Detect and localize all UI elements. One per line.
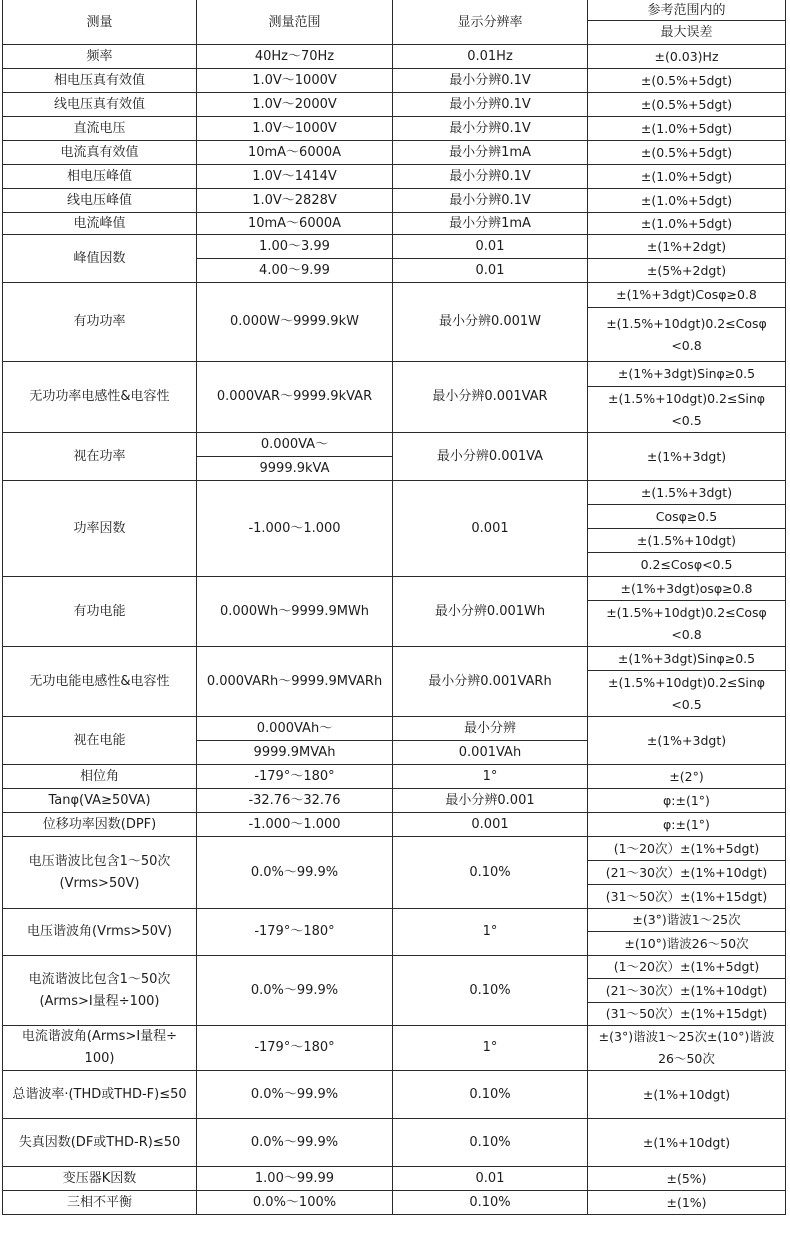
row-accuracy-value: ±(10°)谐波26～50次 [624, 935, 749, 951]
row-accuracy-value: ±(1%+3dgt) [646, 732, 727, 748]
row-measurement-name: 直流电压 [73, 120, 126, 136]
row-range-value: -179°～180° [254, 768, 335, 784]
row-range-value: 4.00～9.99 [259, 262, 330, 278]
row-accuracy-value: ±(1%+3dgt)osφ≥0.8 [620, 580, 753, 596]
row-accuracy-value: φ:±(1°) [663, 792, 710, 808]
row-accuracy-value: (1～20次）±(1%+5dgt) [613, 840, 760, 856]
row-accuracy-value: ±(5%) [666, 1170, 707, 1186]
row-range-value: 0.000VARh～9999.9MVARh [206, 673, 383, 689]
row-resolution-value: 0.001VAh [458, 744, 522, 760]
row-resolution-value: 最小分辨0.001W [438, 314, 542, 329]
row-resolution-value: 最小分辨0.1V [449, 120, 531, 136]
row-range-value: -179°～180° [254, 924, 335, 939]
row-range-value: 1.0V～1000V [252, 72, 337, 88]
row-resolution-value: 最小分辨0.001VA [436, 448, 544, 464]
row-accuracy-value: ±(0.5%+5dgt) [640, 144, 733, 160]
row-range-value: 0.000VAh～ [256, 720, 333, 736]
header-resolution: 显示分辨率 [457, 14, 523, 30]
row-accuracy-value: ±(1%+3dgt)Cosφ≥0.8 [616, 287, 757, 302]
header-measurement: 测量 [86, 14, 113, 30]
row-range-value: 9999.9MVAh [253, 744, 336, 760]
row-measurement-name: 频率 [86, 48, 113, 64]
row-accuracy-value: ±(1.0%+5dgt) [640, 120, 733, 136]
row-accuracy-value: ±(1%+3dgt)Sinφ≥0.5 [617, 366, 756, 381]
row-accuracy-value: ±(1.5%+10dgt)0.2≤Cosφ <0.8 [606, 315, 767, 353]
row-range-value: 1.0V～1000V [252, 120, 337, 136]
row-accuracy-value: ±(1%+10dgt) [642, 1086, 731, 1102]
row-measurement-name: 相电压真有效值 [53, 72, 145, 88]
row-accuracy-value: ±(1%+10dgt) [642, 1134, 731, 1150]
row-resolution-value: 最小分辨0.1V [449, 72, 531, 88]
row-range-value: -1.000～1.000 [248, 520, 341, 536]
row-range-value: 0.000Wh～9999.9MWh [219, 603, 370, 619]
row-accuracy-value: ±(1.5%+10dgt)0.2≤Sinφ <0.5 [607, 390, 766, 428]
row-range-value: 0.000W～9999.9kW [230, 314, 359, 329]
row-range-value: 0.000VAR～9999.9kVAR [216, 389, 373, 404]
row-accuracy-value: ±(3°)谐波1～25次±(10°)谐波 26～50次 [598, 1029, 775, 1066]
header-accuracy-bottom: 最大误差 [660, 24, 713, 40]
row-resolution-value: 最小分辨1mA [449, 215, 531, 231]
row-resolution-value: 0.10% [469, 864, 511, 880]
row-accuracy-value: ±(0.5%+5dgt) [640, 72, 733, 88]
row-resolution-value: 0.01Hz [467, 48, 513, 64]
row-resolution-value: 1° [482, 768, 498, 784]
row-range-value: 0.0%～99.9% [250, 982, 339, 998]
row-range-value: 0.0%～99.9% [250, 1134, 339, 1150]
row-measurement-name: 总谐波率·(THD或THD-F)≤50 [12, 1086, 187, 1102]
row-resolution-value: 最小分辨0.1V [449, 168, 531, 184]
row-accuracy-value: (31～50次）±(1%+15dgt) [605, 888, 768, 904]
row-resolution-value: 1° [482, 924, 498, 939]
row-accuracy-value: ±(3°)谐波1～25次 [632, 912, 741, 927]
row-accuracy-value: 0.2≤Cosφ<0.5 [640, 556, 733, 572]
row-accuracy-value: Cosφ≥0.5 [655, 508, 718, 524]
row-measurement-name: 相电压峰值 [66, 168, 132, 184]
grid-line [2, 1214, 786, 1215]
row-measurement-name: 有功功率 [73, 314, 126, 329]
row-accuracy-value: ±(1%+3dgt)Sinφ≥0.5 [617, 650, 756, 666]
row-accuracy-value: ±(0.5%+5dgt) [640, 96, 733, 112]
row-measurement-name: 三相不平衡 [66, 1194, 132, 1210]
row-accuracy-value: (21～30次）±(1%+10dgt) [605, 982, 768, 998]
row-range-value: -32.76～32.76 [248, 792, 341, 808]
header-range: 测量范围 [268, 14, 321, 30]
row-accuracy-value: ±(1.5%+3dgt) [640, 484, 733, 500]
row-measurement-name: 无功功率电感性&电容性 [29, 389, 170, 404]
row-measurement-name: 有功电能 [73, 603, 126, 619]
row-range-value: 1.0V～1414V [252, 168, 337, 184]
row-measurement-name: 无功电能电感性&电容性 [29, 673, 170, 689]
row-range-value: 1.00～99.99 [254, 1170, 335, 1186]
row-measurement-name: 相位角 [79, 768, 119, 784]
row-range-value: -1.000～1.000 [248, 816, 341, 832]
row-measurement-name: 失真因数(DF或THD-R)≤50 [18, 1134, 181, 1150]
row-measurement-name: 峰值因数 [73, 250, 126, 266]
row-accuracy-value: ±(0.03)Hz [654, 48, 719, 64]
row-resolution-value: 最小分辨0.1V [449, 96, 531, 112]
row-measurement-name: Tanφ(VA≥50VA) [48, 792, 151, 808]
row-resolution-value: 0.001 [471, 520, 509, 536]
row-accuracy-value: ±(1.5%+10dgt)0.2≤Cosφ <0.8 [606, 604, 767, 642]
row-measurement-name: 电流谐波比包含1～50次 (Arms>I量程÷100) [28, 971, 171, 1009]
header-accuracy-top: 参考范围内的 [647, 2, 726, 18]
row-accuracy-value: φ:±(1°) [663, 816, 710, 832]
row-accuracy-value: ±(2°) [669, 768, 704, 784]
row-measurement-name: 电压谐波角(Vrms>50V) [27, 924, 172, 939]
row-range-value: 10mA～6000A [247, 215, 342, 231]
row-resolution-value: 0.01 [475, 1170, 505, 1186]
row-measurement-name: 变压器K因数 [62, 1170, 137, 1186]
grid-line [785, 0, 786, 1215]
row-measurement-name: 功率因数 [73, 520, 126, 536]
row-resolution-value: 0.10% [469, 1134, 511, 1150]
row-accuracy-value: ±(1%+2dgt) [646, 238, 727, 254]
row-range-value: 9999.9kVA [259, 460, 330, 476]
row-range-value: -179°～180° [254, 1040, 335, 1055]
row-resolution-value: 0.01 [475, 238, 505, 254]
row-resolution-value: 0.01 [475, 262, 505, 278]
row-resolution-value: 最小分辨0.001VARh [428, 673, 552, 689]
row-measurement-name: 视在电能 [73, 732, 126, 748]
row-measurement-name: 电流峰值 [73, 215, 126, 231]
row-measurement-name: 电压谐波比包含1～50次 (Vrms>50V) [28, 853, 171, 891]
row-accuracy-value: ±(1.0%+5dgt) [640, 168, 733, 184]
row-range-value: 0.0%～99.9% [250, 1086, 339, 1102]
row-accuracy-value: ±(1.5%+10dgt) [636, 532, 737, 548]
row-range-value: 0.0%～99.9% [250, 864, 339, 880]
row-resolution-value: 0.10% [469, 1194, 511, 1210]
row-range-value: 0.0%～100% [252, 1194, 337, 1210]
row-range-value: 40Hz～70Hz [254, 48, 335, 64]
row-range-value: 0.000VA～ [260, 436, 329, 452]
row-resolution-value: 最小分辨0.1V [449, 192, 531, 208]
row-resolution-value: 最小分辨0.001VAR [432, 389, 548, 404]
row-accuracy-value: ±(1%) [666, 1194, 707, 1210]
row-measurement-name: 位移功率因数(DPF) [42, 816, 157, 832]
row-range-value: 1.00～3.99 [259, 238, 330, 254]
row-resolution-value: 0.10% [469, 1086, 511, 1102]
row-range-value: 1.0V～2000V [252, 96, 337, 112]
row-accuracy-value: ±(1.0%+5dgt) [640, 215, 733, 231]
row-resolution-value: 最小分辨0.001Wh [434, 603, 546, 619]
row-accuracy-value: (21～30次）±(1%+10dgt) [605, 864, 768, 880]
row-measurement-name: 线电压峰值 [66, 192, 132, 208]
row-range-value: 1.0V～2828V [252, 192, 337, 208]
row-accuracy-value: (31～50次）±(1%+15dgt) [605, 1006, 768, 1021]
row-resolution-value: 最小分辨1mA [449, 144, 531, 160]
row-accuracy-value: ±(5%+2dgt) [646, 262, 727, 278]
row-resolution-value: 0.10% [469, 982, 511, 998]
row-resolution-value: 1° [482, 1040, 498, 1055]
row-range-value: 10mA～6000A [247, 144, 342, 160]
row-resolution-value: 最小分辨 [463, 720, 516, 736]
row-measurement-name: 电流真有效值 [60, 144, 139, 160]
row-resolution-value: 最小分辨0.001 [445, 792, 535, 808]
row-measurement-name: 电流谐波角(Arms>I量程÷ 100) [21, 1029, 178, 1066]
row-measurement-name: 视在功率 [73, 448, 126, 464]
row-accuracy-value: ±(1%+3dgt) [646, 448, 727, 464]
row-resolution-value: 0.001 [471, 816, 509, 832]
row-measurement-name: 线电压真有效值 [53, 96, 145, 112]
row-accuracy-value: ±(1.0%+5dgt) [640, 192, 733, 208]
row-accuracy-value: (1～20次）±(1%+5dgt) [613, 959, 760, 974]
row-accuracy-value: ±(1.5%+10dgt)0.2≤Sinφ <0.5 [607, 674, 766, 712]
